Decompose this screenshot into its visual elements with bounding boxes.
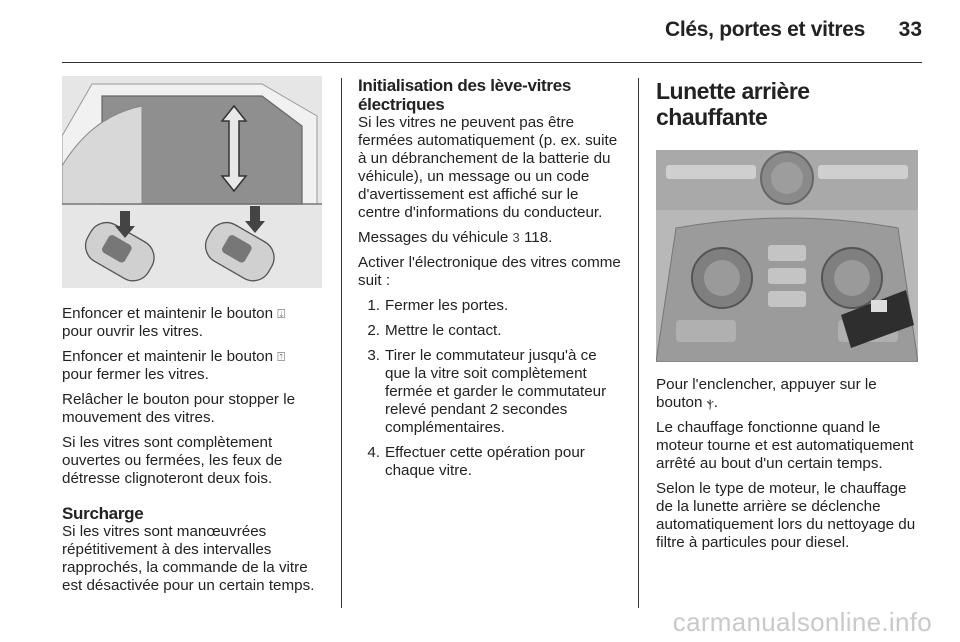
paragraph-close-windows: Enfoncer et maintenir le bouton xyxy=(62,348,278,365)
window-close-icon: ⍐ xyxy=(277,349,286,364)
vehicle-messages-page: 118. xyxy=(519,229,553,246)
paragraph-release: Relâcher le bouton pour stopper le mouvement des vitres. xyxy=(62,391,296,426)
window-switch-svg xyxy=(62,76,322,288)
paragraph-close-windows-end: pour fermer les vitres. xyxy=(62,366,209,383)
step-number: 3. xyxy=(367,347,380,364)
steps-list xyxy=(358,297,624,480)
rear-window-heating-icon: ⲯ xyxy=(706,395,714,410)
header-rule xyxy=(62,62,922,63)
page-reference-arrow-icon: 3 xyxy=(512,230,520,245)
list-item xyxy=(358,322,624,340)
window-open-icon: ⍗ xyxy=(277,306,286,321)
step-text: Mettre le contact. xyxy=(385,322,502,339)
step-text: Effectuer cette opération pour chaque vitre. xyxy=(385,444,585,479)
paragraph-activate: Activer l'électronique des vitres comme suit : xyxy=(358,254,621,289)
list-item xyxy=(358,297,624,315)
heading-surcharge: Surcharge xyxy=(62,504,144,523)
window-switch-illustration xyxy=(62,76,322,288)
step-number: 4. xyxy=(367,444,380,461)
paragraph-open-windows-end: pour ouvrir les vitres. xyxy=(62,323,203,340)
column-divider-1 xyxy=(341,78,342,608)
step-text: Tirer le commutateur jusqu'à ce que la vitre soit complètement fermée et garder le commutateur relevé pendant 2 secondes complémentaires. xyxy=(385,347,607,436)
list-item xyxy=(358,444,624,480)
step-number: 1. xyxy=(367,297,380,314)
step-text: Fermer les portes. xyxy=(385,297,509,314)
heading-initialisation: Initialisation des lève-vitres électriques xyxy=(358,76,572,114)
paragraph-hazard-lights: Si les vitres sont complètement ouvertes ou fermées, les feux de détresse clignoteront deux fois. xyxy=(62,434,283,487)
heading-rear-window-heating: Lunette arrière chauffante xyxy=(656,78,810,130)
paragraph-surcharge: Si les vitres sont manœuvrées répétitivement à des intervalles rapprochés, la commande de la vitre est désactivée pour un certain temps. xyxy=(62,523,315,594)
vehicle-messages-text: Messages du véhicule xyxy=(358,229,513,246)
climate-control-panel-illustration xyxy=(656,150,918,362)
column-2 xyxy=(358,76,624,487)
column-divider-2 xyxy=(638,78,639,608)
paragraph-initialisation: Si les vitres ne peuvent pas être fermées automatiquement (p. ex. suite à un débranchement de la batterie du véhicule), un message ou un code d'avertissement est affiché sur le centre d'informations du conducteur. xyxy=(358,114,618,221)
column-3 xyxy=(656,76,921,559)
paragraph-turn-on-end: . xyxy=(713,394,718,411)
list-item xyxy=(358,347,624,437)
paragraph-diesel-filter: Selon le type de moteur, le chauffage de la lunette arrière se déclenche automatiquement lors du nettoyage du filtre à particules pour diesel. xyxy=(656,480,916,551)
paragraph-heating-operation: Le chauffage fonctionne quand le moteur tourne et est automatiquement arrêté au bout d'un certain temps. xyxy=(656,419,914,472)
page-number: 33 xyxy=(898,18,922,41)
paragraph-open-windows: Enfoncer et maintenir le bouton xyxy=(62,305,278,322)
watermark: carmanualsonline.info xyxy=(672,607,932,637)
paragraph-turn-on: Pour l'enclencher, appuyer sur le bouton xyxy=(656,376,877,411)
step-number: 2. xyxy=(367,322,380,339)
climate-panel-svg xyxy=(656,150,918,362)
column-1 xyxy=(62,76,324,602)
header-title: Clés, portes et vitres xyxy=(665,18,865,41)
